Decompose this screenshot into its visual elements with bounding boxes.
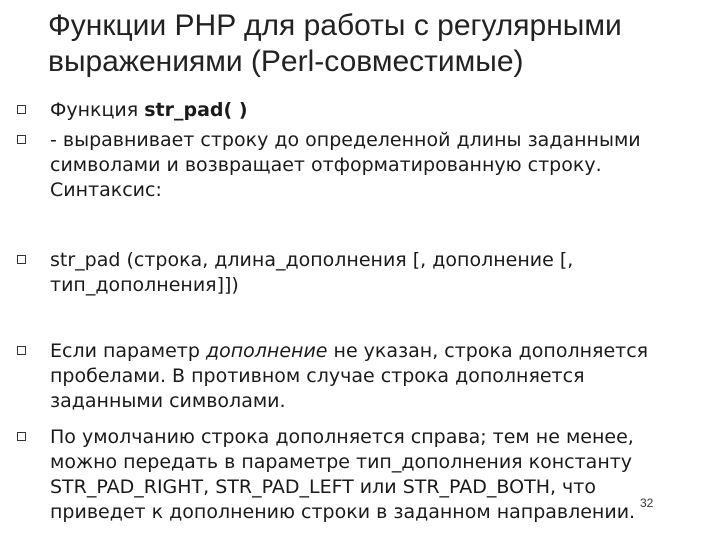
square-bullet-icon [17,105,26,114]
square-bullet-icon [17,346,26,355]
function-name: str_pad( ) [144,99,248,121]
bullet-text-5: По умолчанию строка дополняется справа; тем не менее, можно передать в параметре тип_дополнения константу STR_PAD_RIGHT, STR_PAD_LEFT или STR_PAD_BOTH, что приведет к дополнению строки в заданном направлении. [50,426,636,523]
page-number: 32 [640,496,654,510]
bullet-text-3: str_pad (строка, длина_дополнения [, дополнение [, тип_дополнения]]) [50,249,574,296]
bullet-text-1 [50,98,690,123]
bullet-prefix: Функция [50,99,145,121]
slide-title-line-1: Функции PHP для работы с регулярными [48,9,622,42]
bullet-4-before: Если параметр [50,340,206,362]
slide-title [48,8,708,80]
bullet-text-4 [50,339,690,414]
slide-title-line-2: выражениями (Perl-совместимые) [48,45,524,78]
bullet-4-emphasis: дополнение [205,340,328,362]
square-bullet-icon [17,255,26,264]
bullet-text-2: - выравнивает строку до определенной длины заданными символами и возвращает отформатированную строку. Синтаксис: [50,129,641,201]
square-bullet-icon [17,135,26,144]
bullet-4-after: не указан, строка дополняется пробелами. В противном случае строка дополняется заданными символами. [50,340,649,412]
square-bullet-icon [17,432,26,441]
